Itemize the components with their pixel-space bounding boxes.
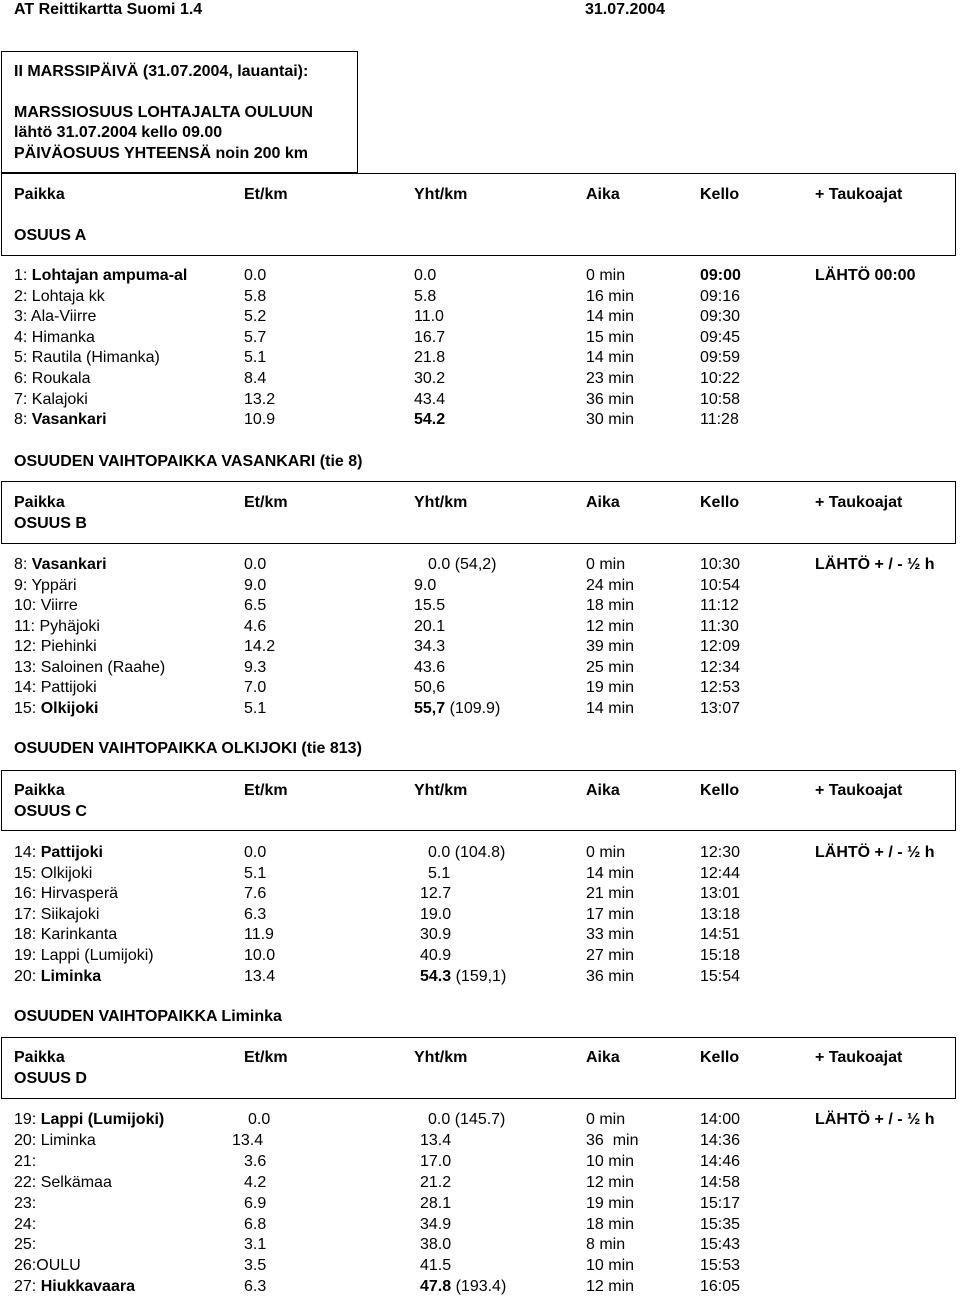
cell-et: 4.2 (244, 1173, 267, 1191)
cell-et: 4.6 (244, 617, 267, 635)
cell-yht: 28.1 (420, 1194, 452, 1212)
cell-et: 0.0 (244, 267, 267, 284)
column-yht: Yht/km (414, 1049, 468, 1066)
cell-et: 5.1 (244, 349, 267, 367)
cell-yht: 43.4 (414, 390, 446, 408)
cell-place: 7: Kalajoki (14, 390, 88, 408)
cell-kello: 14:36 (700, 1131, 741, 1149)
route-row (0, 946, 960, 966)
cell-et: 13.4 (244, 967, 276, 985)
column-aika: Aika (586, 186, 620, 203)
leg-d-column-header (0, 1048, 960, 1068)
cell-yht: 16.7 (414, 328, 446, 346)
cell-kello: 13:01 (700, 885, 741, 903)
cell-place: 6: Roukala (14, 370, 91, 387)
intro-line-2: MARSSIOSUUS LOHTAJALTA OULUUN (14, 104, 313, 121)
cell-et: 6.5 (244, 597, 267, 614)
cell-kello: 11:28 (700, 411, 739, 429)
cell-place: 4: Himanka (14, 328, 95, 346)
cell-yht: 0.0 (414, 267, 437, 284)
cell-place (14, 1110, 164, 1130)
route-row (0, 390, 960, 410)
cell-et: 0.0 (248, 1111, 271, 1128)
cell-yht: 34.9 (420, 1215, 452, 1233)
cell-place: 20: Liminka (14, 1131, 96, 1149)
cell-aika: 14 min (586, 699, 635, 717)
column-yht: Yht/km (414, 782, 468, 799)
cell-aika: 19 min (586, 679, 635, 696)
cell-kello: 09:00 (700, 267, 741, 284)
route-row (0, 555, 960, 575)
cell-aika: 19 min (586, 1194, 635, 1212)
cell-et: 10.0 (244, 947, 276, 964)
leg-a-exchange: OSUUDEN VAIHTOPAIKKA VASANKARI (tie 8) (14, 453, 363, 470)
column-aika: Aika (586, 494, 620, 511)
cell-et: 5.7 (244, 328, 267, 346)
leg-c-exchange: OSUUDEN VAIHTOPAIKKA Liminka (14, 1008, 282, 1025)
intro-line-1: II MARSSIPÄIVÄ (31.07.2004, lauantai): (14, 63, 309, 80)
cell-aika: 18 min (586, 597, 635, 614)
route-row (0, 1173, 960, 1193)
cell-aika: 18 min (586, 1215, 635, 1233)
cell-aika: 14 min (586, 864, 635, 882)
route-row (0, 905, 960, 925)
cell-place: 5: Rautila (Himanka) (14, 349, 160, 367)
cell-kello: 11:12 (700, 597, 739, 614)
cell-kello: 15:17 (700, 1194, 741, 1212)
cell-yht: 30.9 (420, 926, 452, 944)
cell-kello: 14:58 (700, 1173, 741, 1191)
cell-et: 5.1 (244, 699, 267, 717)
route-row (0, 266, 960, 286)
column-aika: Aika (586, 1049, 620, 1066)
cell-aika: 0 min (586, 844, 626, 861)
cell-yht: 0.0 (54,2) (428, 556, 497, 573)
cell-kello: 09:30 (700, 308, 741, 326)
cell-kello: 12:44 (700, 864, 741, 882)
stop-name: Vasankari (31, 411, 107, 429)
document-date: 31.07.2004 (585, 1, 666, 18)
total-km: 55,7 (414, 699, 446, 717)
cell-place: 10: Viirre (14, 597, 78, 614)
route-row (0, 699, 960, 719)
cell-yht: 30.2 (414, 370, 446, 387)
cell-et: 5.8 (244, 287, 267, 305)
cell-aika: 12 min (586, 1278, 635, 1296)
cell-yht: 15.5 (414, 597, 446, 614)
cell-et: 6.3 (244, 1278, 267, 1296)
stop-name: Hiukkavaara (40, 1278, 135, 1296)
cell-place (14, 967, 101, 987)
cell-yht: 12.7 (420, 885, 452, 903)
cell-place: 17: Siikajoki (14, 905, 100, 923)
cell-place (14, 410, 107, 430)
cell-et: 5.2 (244, 308, 267, 326)
column-place: Paikka (14, 782, 65, 799)
cell-aika: 0 min (586, 556, 626, 573)
cell-yht: 21.2 (420, 1173, 452, 1191)
route-row (0, 617, 960, 637)
route-row (0, 1152, 960, 1172)
cell-aika: 39 min (586, 638, 635, 655)
route-row (0, 658, 960, 678)
cell-aika: 17 min (586, 905, 635, 923)
cell-et: 10.9 (244, 411, 276, 429)
column-yht: Yht/km (414, 494, 468, 511)
cell-yht: 17.0 (420, 1152, 452, 1170)
cell-et: 6.8 (244, 1215, 267, 1233)
column-kello: Kello (700, 186, 740, 203)
stop-number: 8: (14, 556, 32, 573)
cell-place: 15: Olkijoki (14, 864, 93, 882)
cell-et: 8.4 (244, 370, 267, 387)
cell-yht: 11.0 (414, 308, 444, 326)
cell-et: 3.5 (244, 1257, 267, 1275)
cell-yht: 9.0 (414, 576, 437, 594)
cell-place: 11: Pyhäjoki (14, 617, 100, 635)
cell-place (14, 555, 107, 575)
cell-et: 6.3 (244, 905, 267, 923)
cell-place: 13: Saloinen (Raahe) (14, 658, 166, 676)
cell-kello: 15:54 (700, 967, 741, 985)
cell-kello: 13:07 (700, 699, 741, 717)
cell-et: 14.2 (244, 638, 276, 655)
route-row (0, 1277, 960, 1297)
cell-yht: 43.6 (414, 658, 446, 676)
cell-yht: 5.8 (414, 287, 437, 305)
leg-c-title: OSUUS C (14, 803, 87, 820)
cell-place: 3: Ala-Viirre (14, 308, 97, 326)
stop-number: 15: (14, 699, 41, 717)
stop-name: Vasankari (31, 556, 107, 573)
cell-yht: 5.1 (428, 864, 451, 882)
column-tauko: + Taukoajat (815, 186, 903, 203)
cell-et: 9.0 (244, 576, 267, 594)
leg-d-title: OSUUS D (14, 1070, 87, 1087)
cell-aika: 14 min (586, 308, 635, 326)
cell-et: 3.6 (244, 1152, 267, 1170)
cell-kello: 12:30 (700, 844, 741, 861)
route-row (0, 596, 960, 616)
cumulative-km: (193.4) (451, 1278, 507, 1296)
cell-yht: 13.4 (420, 1131, 452, 1149)
route-row (0, 925, 960, 945)
column-place: Paikka (14, 494, 65, 511)
cell-kello: 10:58 (700, 390, 741, 408)
column-kello: Kello (700, 782, 740, 799)
cell-aika: 8 min (586, 1236, 626, 1254)
cell-place: 18: Karinkanta (14, 926, 118, 944)
route-row (0, 678, 960, 698)
cell-et: 7.6 (244, 885, 267, 903)
route-row (0, 328, 960, 348)
document-title: AT Reittikartta Suomi 1.4 (14, 1, 203, 18)
cell-et: 5.1 (244, 864, 267, 882)
column-tauko: + Taukoajat (815, 782, 903, 799)
intro-line-4: PÄIVÄOSUUS YHTEENSÄ noin 200 km (14, 145, 308, 162)
cell-kello: 11:30 (700, 617, 739, 635)
leg-b-title: OSUUS B (14, 515, 87, 532)
cell-yht: 0.0 (145.7) (428, 1111, 506, 1128)
column-et: Et/km (244, 782, 288, 799)
cell-place (14, 843, 103, 863)
cell-yht: 41.5 (420, 1257, 452, 1275)
total-km: 47.8 (420, 1278, 452, 1296)
leg-a-column-header (0, 185, 960, 205)
cell-place: 14: Pattijoki (14, 679, 97, 696)
route-row (0, 1194, 960, 1214)
cell-kello: 10:54 (700, 576, 741, 594)
cell-yht: 20.1 (414, 617, 446, 635)
cell-kello: 09:59 (700, 349, 741, 367)
route-row (0, 576, 960, 596)
cell-aika: 36 min (586, 1131, 639, 1149)
cell-et: 0.0 (244, 556, 267, 573)
cell-aika: 0 min (586, 1111, 626, 1128)
stop-number: 14: (14, 844, 41, 861)
cell-kello: 15:18 (700, 947, 741, 964)
cell-tauko: LÄHTÖ + / - ½ h (815, 1111, 935, 1128)
cell-place: 22: Selkämaa (14, 1173, 112, 1191)
stop-number: 8: (14, 411, 32, 429)
cell-aika: 27 min (586, 947, 635, 964)
cell-et: 6.9 (244, 1194, 267, 1212)
cell-yht: 40.9 (420, 947, 452, 964)
leg-b-column-header (0, 493, 960, 513)
stop-number: 1: (14, 267, 32, 284)
route-row (0, 348, 960, 368)
stop-name: Lappi (Lumijoki) (40, 1111, 165, 1128)
route-row (0, 1235, 960, 1255)
cell-kello: 14:46 (700, 1152, 741, 1170)
intro-line-3: lähtö 31.07.2004 kello 09.00 (14, 124, 223, 141)
cell-aika: 0 min (586, 267, 626, 284)
column-et: Et/km (244, 494, 288, 511)
cell-place: 19: Lappi (Lumijoki) (14, 947, 154, 964)
cell-et: 13.4 (232, 1131, 264, 1149)
leg-d-header-box (1, 1037, 956, 1099)
column-tauko: + Taukoajat (815, 1049, 903, 1066)
cell-yht: 50,6 (414, 679, 446, 696)
cell-kello: 16:05 (700, 1278, 741, 1296)
cell-yht (414, 699, 500, 719)
cumulative-km: (109.9) (445, 699, 501, 717)
route-row (0, 1110, 960, 1130)
column-kello: Kello (700, 1049, 740, 1066)
route-row (0, 410, 960, 430)
cell-yht: 0.0 (104.8) (428, 844, 506, 861)
cell-yht (414, 410, 445, 430)
cell-et: 9.3 (244, 658, 267, 676)
leg-a-title: OSUUS A (14, 227, 87, 244)
cell-aika: 33 min (586, 926, 635, 944)
leg-c-column-header (0, 781, 960, 801)
cell-aika: 21 min (586, 885, 635, 903)
total-km: 54.2 (414, 411, 446, 429)
cell-kello: 15:43 (700, 1236, 741, 1254)
cell-yht: 19.0 (420, 905, 452, 923)
route-row (0, 287, 960, 307)
cell-yht (420, 967, 506, 987)
cell-place: 16: Hirvasperä (14, 885, 119, 903)
cell-tauko: LÄHTÖ 00:00 (815, 267, 916, 284)
route-row (0, 1215, 960, 1235)
cumulative-km: (159,1) (451, 967, 507, 985)
stop-name: Liminka (40, 967, 102, 985)
cell-kello: 12:09 (700, 638, 741, 655)
cell-kello: 10:22 (700, 370, 741, 387)
cell-aika: 10 min (586, 1152, 635, 1170)
cell-aika: 10 min (586, 1257, 635, 1275)
cell-place: 9: Yppäri (14, 576, 77, 594)
stop-name: Lohtajan ampuma-al (31, 267, 188, 284)
stop-number: 19: (14, 1111, 41, 1128)
cell-place: 23: (14, 1194, 37, 1212)
cell-kello: 09:16 (700, 287, 741, 305)
cell-aika: 16 min (586, 287, 635, 305)
cell-place: 21: (14, 1152, 37, 1170)
total-km: 54.3 (420, 967, 452, 985)
cell-aika: 30 min (586, 411, 635, 429)
column-et: Et/km (244, 1049, 288, 1066)
cell-kello: 14:51 (700, 926, 741, 944)
cell-place: 24: (14, 1215, 37, 1233)
stop-number: 27: (14, 1278, 41, 1296)
cell-yht: 38.0 (420, 1236, 452, 1254)
route-row (0, 864, 960, 884)
cell-aika: 14 min (586, 349, 635, 367)
cell-yht: 34.3 (414, 638, 446, 655)
route-row (0, 843, 960, 863)
cell-aika: 12 min (586, 1173, 635, 1191)
cell-place (14, 266, 187, 286)
column-aika: Aika (586, 782, 620, 799)
route-row (0, 1131, 960, 1151)
cell-kello: 12:53 (700, 679, 741, 696)
cell-et: 11.9 (244, 926, 274, 944)
stop-number: 20: (14, 967, 41, 985)
cell-place: 25: (14, 1236, 37, 1254)
cell-kello: 09:45 (700, 328, 741, 346)
cell-et: 0.0 (244, 844, 267, 861)
route-row (0, 884, 960, 904)
column-et: Et/km (244, 186, 288, 203)
cell-aika: 15 min (586, 328, 635, 346)
cell-place: 12: Piehinki (14, 638, 97, 655)
cell-kello: 15:53 (700, 1257, 741, 1275)
cell-tauko: LÄHTÖ + / - ½ h (815, 556, 935, 573)
cell-aika: 24 min (586, 576, 635, 594)
cell-aika: 12 min (586, 617, 635, 635)
column-place: Paikka (14, 1049, 65, 1066)
cell-kello: 13:18 (700, 905, 741, 923)
route-row (0, 1256, 960, 1276)
cell-yht: 21.8 (414, 349, 446, 367)
cell-kello: 15:35 (700, 1215, 741, 1233)
stop-name: Pattijoki (40, 844, 103, 861)
column-tauko: + Taukoajat (815, 494, 903, 511)
cell-et: 3.1 (244, 1236, 267, 1254)
leg-b-exchange: OSUUDEN VAIHTOPAIKKA OLKIJOKI (tie 813) (14, 740, 362, 757)
cell-aika: 36 min (586, 390, 635, 408)
cell-place: 2: Lohtaja kk (14, 287, 105, 305)
cell-kello: 14:00 (700, 1111, 741, 1128)
cell-kello: 10:30 (700, 556, 741, 573)
cell-aika: 23 min (586, 370, 635, 387)
column-place: Paikka (14, 186, 65, 203)
route-row (0, 967, 960, 987)
route-row (0, 307, 960, 327)
cell-place: 26:OULU (14, 1257, 81, 1275)
cell-place (14, 699, 98, 719)
route-row (0, 369, 960, 389)
stop-name: Olkijoki (40, 699, 99, 717)
cell-place (14, 1277, 135, 1297)
column-kello: Kello (700, 494, 740, 511)
cell-aika: 25 min (586, 658, 635, 676)
cell-et: 7.0 (244, 679, 267, 696)
cell-yht (420, 1277, 506, 1297)
route-row (0, 637, 960, 657)
column-yht: Yht/km (414, 186, 468, 203)
cell-et: 13.2 (244, 390, 276, 408)
cell-tauko: LÄHTÖ + / - ½ h (815, 844, 935, 861)
cell-aika: 36 min (586, 967, 635, 985)
cell-kello: 12:34 (700, 658, 741, 676)
